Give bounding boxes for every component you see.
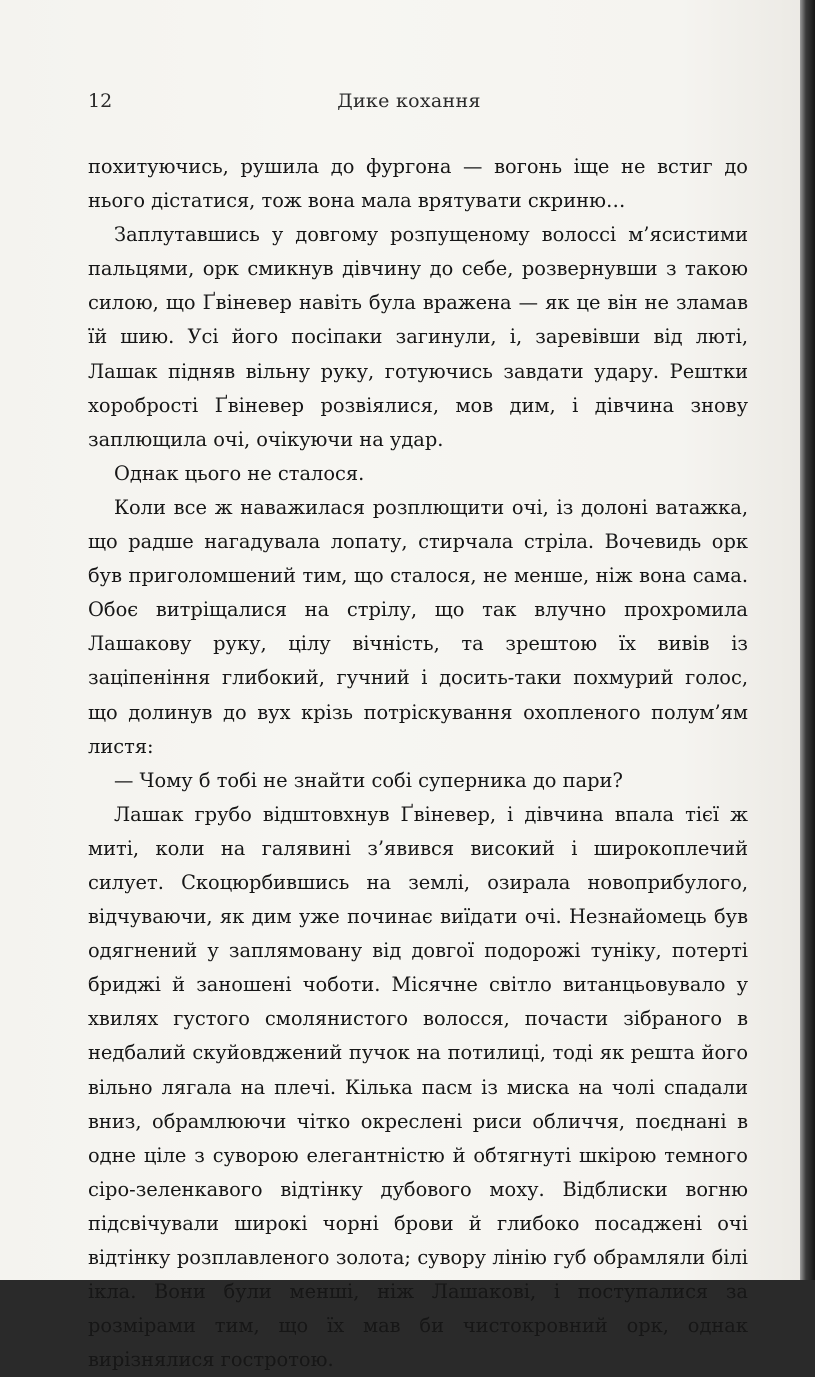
paragraph: похитуючись, рушила до фургона — вогонь іще не встиг до нього дістатися, тож вона мала врятувати скриню… (88, 155, 748, 213)
page-header (88, 90, 730, 118)
running-title: Дике кохання (337, 90, 481, 112)
body-text (88, 150, 748, 1377)
paragraph: Однак цього не сталося. (114, 461, 365, 485)
paragraph: Коли все ж наважилася розплющити очі, із долоні ватажка, що радше нагадувала лопату, стирчала стріла. Вочевидь орк був приголомшений тим, що сталося, не менше, ніж вона сама. Обоє витріщалися на стрілу, що так влучно прохромила Лашакову руку, цілу вічність, та зрештою їх вивів із заціпеніння глибокий, гучний і досить-таки похмурий голос, що долинув до вух крізь потріскування охопленого полум’ям листя: (88, 495, 748, 758)
paragraph: — Чому б тобі не знайти собі суперника до пари? (114, 768, 623, 792)
page-edge-shadow (800, 0, 815, 1280)
page-number: 12 (88, 90, 113, 112)
paragraph: Заплутавшись у довгому розпущеному волоссі м’ясистими пальцями, орк смикнув дівчину до себе, розвернувши з такою силою, що Ґвіневер навіть була вражена — як це він не зламав їй шию. Усі його посіпаки загинули, і, заревівши від люті, Лашак підняв вільну руку, готуючись завдати удару. Рештки хоробрості Ґвіневер розвіялися, мов дим, і дівчина знову заплющила очі, очікуючи на удар. (88, 223, 748, 451)
paragraph: Лашак грубо відштовхнув Ґвіневер, і дівчина впала тієї ж миті, коли на галявині з’явився високий і широкоплечий силует. Скоцюрбившись на землі, озирала новоприбулого, відчуваючи, як дим уже починає виїдати очі. Незнайомець був одягнений у заплямовану від довгої подорожі туніку, потерті бриджі й заношені чоботи. Місячне світло витанцьовувало у хвилях густого смолянистого волосся, почасти зібраного в недбалий скуйовджений пучок на потилиці, тоді як решта його вільно лягала на плечі. Кілька пасм із миска на чолі спадали вниз, обрамлюючи чітко окреслені риси обличчя, поєднані в одне ціле з суворою елегантністю й обтягнуті шкірою темного сіро-зеленкавого відтінку дубового моху. Відблиски вогню підсвічували широкі чорні брови й глибоко посаджені очі відтінку розплавленого золота; сувору лінію губ обрамляли білі ікла. Вони були менші, ніж Лашакові, і поступалися за розмірами тим, що їх мав би чистокровний орк, однак вирізнялися гостротою. (88, 802, 748, 1372)
